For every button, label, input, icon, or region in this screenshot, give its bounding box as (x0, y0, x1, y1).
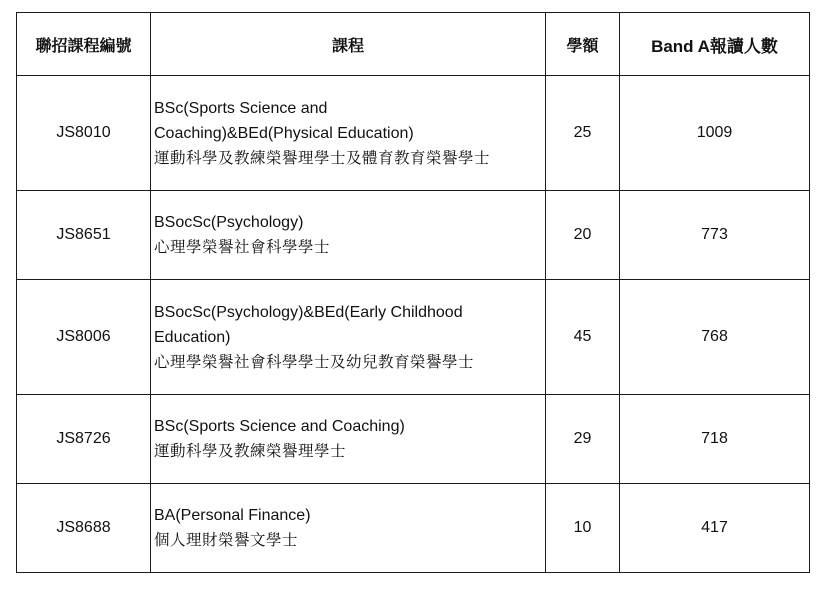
header-quota: 學額 (546, 13, 620, 76)
quota-cell: 25 (546, 76, 620, 191)
programme-name-cell (151, 76, 546, 191)
programme-code-cell: JS8010 (17, 76, 151, 191)
programme-name-en: BSc(Sports Science and (154, 99, 328, 117)
band-a-applicants-cell: 417 (620, 484, 810, 573)
programme-name-cell (151, 191, 546, 280)
programme-name-en: BA(Personal Finance) (154, 507, 311, 524)
programme-name-en: BSocSc(Psychology) (154, 214, 304, 231)
band-a-applicants-cell: 718 (620, 395, 810, 484)
table-row (17, 484, 810, 573)
band-a-applicants-cell: 773 (620, 191, 810, 280)
programme-code-cell: JS8726 (17, 395, 151, 484)
quota-cell: 20 (546, 191, 620, 280)
table-row (17, 280, 810, 395)
programme-name-zh: 心理學榮譽社會科學學士 (154, 238, 331, 256)
programme-name-zh: 心理學榮譽社會科學學士及幼兒教育榮譽學士 (154, 352, 475, 371)
programme-name-en: Coaching)&BEd(Physical Education) (154, 124, 414, 142)
programme-name-zh: 運動科學及教練榮譽理學士及體育教育榮譽學士 (154, 148, 491, 167)
programme-name-cell (151, 280, 546, 395)
table-row (17, 395, 810, 484)
quota-cell: 10 (546, 484, 620, 573)
programme-name-en: Education) (154, 328, 231, 346)
header-programme: 課程 (151, 13, 546, 76)
table-row (17, 76, 810, 191)
header-band-a-applicants: Band A報讀人數 (620, 13, 810, 76)
programme-table (16, 12, 810, 573)
quota-cell: 29 (546, 395, 620, 484)
programme-table-container (16, 12, 810, 573)
band-a-applicants-cell: 768 (620, 280, 810, 395)
header-programme-code: 聯招課程編號 (17, 13, 151, 76)
programme-name-zh: 運動科學及教練榮譽理學士 (154, 442, 347, 460)
programme-name-cell (151, 395, 546, 484)
programme-name-cell (151, 484, 546, 573)
programme-code-cell: JS8006 (17, 280, 151, 395)
table-row (17, 191, 810, 280)
programme-code-cell: JS8651 (17, 191, 151, 280)
programme-code-cell: JS8688 (17, 484, 151, 573)
band-a-applicants-cell: 1009 (620, 76, 810, 191)
table-header-row (17, 13, 810, 76)
programme-name-en: BSocSc(Psychology)&BEd(Early Childhood (154, 303, 463, 321)
programme-name-zh: 個人理財榮譽文學士 (154, 531, 299, 549)
programme-name-en: BSc(Sports Science and Coaching) (154, 418, 405, 435)
quota-cell: 45 (546, 280, 620, 395)
